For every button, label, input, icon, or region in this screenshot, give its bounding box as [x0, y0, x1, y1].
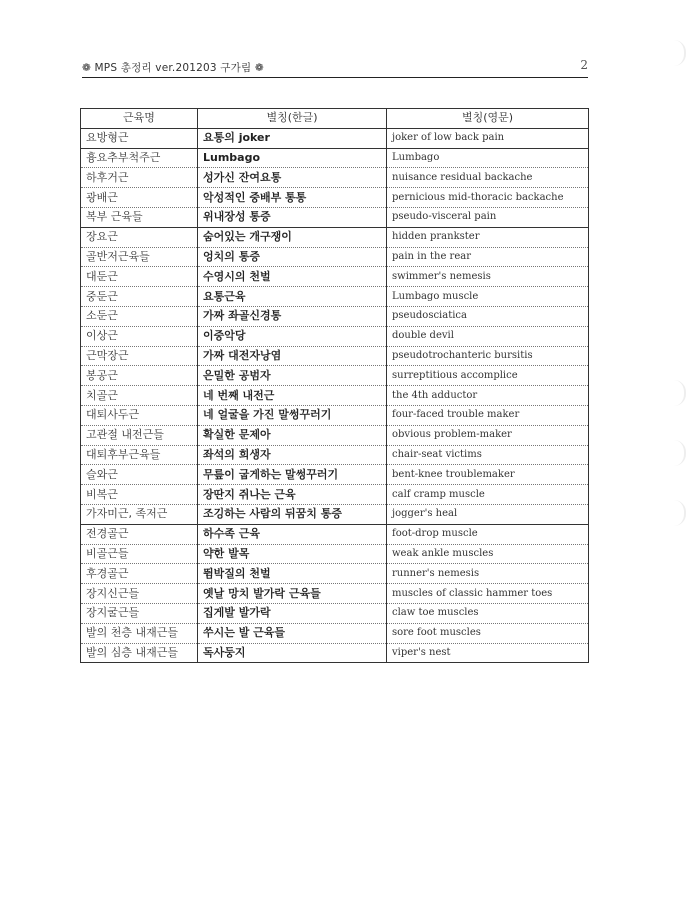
muscle-name-cell: 광배근: [81, 188, 198, 208]
page-header: [82, 58, 588, 76]
muscle-name-cell: 발의 천층 내재근들: [81, 623, 198, 643]
muscle-name-cell: 이상근: [81, 326, 198, 346]
muscle-name-cell: 슬와근: [81, 465, 198, 485]
table-body: [81, 128, 589, 663]
muscle-name-cell: 비골근들: [81, 544, 198, 564]
muscle-name-cell: 흉요추부척주근: [81, 148, 198, 168]
table-row: [81, 287, 589, 307]
scan-edge-mark: [674, 440, 686, 466]
english-nickname-cell: obvious problem-maker: [387, 425, 589, 445]
english-nickname-cell: pseudo-visceral pain: [387, 207, 589, 227]
table-row: [81, 485, 589, 505]
korean-nickname-cell: 장딴지 쥐나는 근육: [198, 485, 387, 505]
muscle-name-cell: 발의 심층 내재근들: [81, 643, 198, 663]
english-nickname-cell: sore foot muscles: [387, 623, 589, 643]
table-row: [81, 465, 589, 485]
table-row: [81, 623, 589, 643]
scan-edge-mark: [674, 40, 686, 66]
korean-nickname-cell: 독사둥지: [198, 643, 387, 663]
korean-nickname-cell: 위내장성 통증: [198, 207, 387, 227]
korean-nickname-cell: 이중악당: [198, 326, 387, 346]
korean-nickname-cell: 엉치의 통증: [198, 247, 387, 267]
muscle-name-cell: 근막장근: [81, 346, 198, 366]
korean-nickname-cell: 요통의 joker: [198, 128, 387, 148]
english-nickname-cell: foot-drop muscle: [387, 524, 589, 544]
table-row: [81, 346, 589, 366]
table-row: [81, 267, 589, 287]
document-title: ❁ MPS 총정리 ver.201203 구가림 ❁: [82, 62, 264, 74]
english-nickname-cell: claw toe muscles: [387, 603, 589, 623]
english-nickname-cell: the 4th adductor: [387, 386, 589, 406]
korean-nickname-cell: 요통근육: [198, 287, 387, 307]
table-row: [81, 504, 589, 524]
english-nickname-cell: double devil: [387, 326, 589, 346]
table-row: [81, 366, 589, 386]
muscle-name-cell: 하후거근: [81, 168, 198, 188]
muscle-name-cell: 소둔근: [81, 306, 198, 326]
english-nickname-cell: surreptitious accomplice: [387, 366, 589, 386]
korean-nickname-cell: 성가신 잔여요통: [198, 168, 387, 188]
scan-edge-mark: [674, 500, 686, 526]
table-row: [81, 425, 589, 445]
table-row: [81, 405, 589, 425]
muscle-name-cell: 중둔근: [81, 287, 198, 307]
english-nickname-cell: pseudosciatica: [387, 306, 589, 326]
muscle-name-cell: 요방형근: [81, 128, 198, 148]
column-header-muscle: 근육명: [81, 109, 198, 129]
muscle-nickname-table: [80, 108, 589, 663]
muscle-name-cell: 골반저근육들: [81, 247, 198, 267]
table-row: [81, 306, 589, 326]
table-row: [81, 148, 589, 168]
english-nickname-cell: bent-knee troublemaker: [387, 465, 589, 485]
table-row: [81, 643, 589, 663]
table-row: [81, 128, 589, 148]
korean-nickname-cell: 옛날 망치 발가락 근육들: [198, 584, 387, 604]
table-row: [81, 603, 589, 623]
table-row: [81, 227, 589, 247]
korean-nickname-cell: 쑤시는 발 근육들: [198, 623, 387, 643]
english-nickname-cell: weak ankle muscles: [387, 544, 589, 564]
english-nickname-cell: four-faced trouble maker: [387, 405, 589, 425]
table-row: [81, 207, 589, 227]
muscle-name-cell: 비복근: [81, 485, 198, 505]
english-nickname-cell: muscles of classic hammer toes: [387, 584, 589, 604]
muscle-name-cell: 전경골근: [81, 524, 198, 544]
muscle-name-cell: 고관절 내전근들: [81, 425, 198, 445]
muscle-name-cell: 치골근: [81, 386, 198, 406]
table-row: [81, 584, 589, 604]
muscle-name-cell: 대퇴후부근육들: [81, 445, 198, 465]
english-nickname-cell: swimmer's nemesis: [387, 267, 589, 287]
muscle-name-cell: 장요근: [81, 227, 198, 247]
english-nickname-cell: nuisance residual backache: [387, 168, 589, 188]
table-header-row: [81, 109, 589, 129]
korean-nickname-cell: 조깅하는 사람의 뒤꿈치 통증: [198, 504, 387, 524]
korean-nickname-cell: Lumbago: [198, 148, 387, 168]
korean-nickname-cell: 악성적인 중배부 통통: [198, 188, 387, 208]
korean-nickname-cell: 확실한 문제아: [198, 425, 387, 445]
english-nickname-cell: Lumbago: [387, 148, 589, 168]
korean-nickname-cell: 가짜 대전자낭염: [198, 346, 387, 366]
korean-nickname-cell: 무릎이 굽게하는 말썽꾸러기: [198, 465, 387, 485]
korean-nickname-cell: 은밀한 공범자: [198, 366, 387, 386]
header-rule: [82, 77, 588, 78]
english-nickname-cell: Lumbago muscle: [387, 287, 589, 307]
table-row: [81, 445, 589, 465]
table-row: [81, 326, 589, 346]
korean-nickname-cell: 좌석의 희생자: [198, 445, 387, 465]
muscle-name-cell: 봉공근: [81, 366, 198, 386]
page-number: 2: [580, 58, 588, 72]
muscle-name-cell: 후경골근: [81, 564, 198, 584]
korean-nickname-cell: 네 번째 내전근: [198, 386, 387, 406]
column-header-english: 별칭(영문): [387, 109, 589, 129]
korean-nickname-cell: 숨어있는 개구쟁이: [198, 227, 387, 247]
english-nickname-cell: runner's nemesis: [387, 564, 589, 584]
table-row: [81, 168, 589, 188]
table-row: [81, 247, 589, 267]
english-nickname-cell: chair-seat victims: [387, 445, 589, 465]
muscle-name-cell: 대퇴사두근: [81, 405, 198, 425]
english-nickname-cell: pain in the rear: [387, 247, 589, 267]
table-row: [81, 386, 589, 406]
korean-nickname-cell: 하수족 근육: [198, 524, 387, 544]
muscle-name-cell: 복부 근육들: [81, 207, 198, 227]
english-nickname-cell: pernicious mid-thoracic backache: [387, 188, 589, 208]
korean-nickname-cell: 네 얼굴을 가진 말썽꾸러기: [198, 405, 387, 425]
table-row: [81, 564, 589, 584]
english-nickname-cell: joker of low back pain: [387, 128, 589, 148]
english-nickname-cell: calf cramp muscle: [387, 485, 589, 505]
english-nickname-cell: hidden prankster: [387, 227, 589, 247]
korean-nickname-cell: 가짜 좌골신경통: [198, 306, 387, 326]
scan-edge-mark: [674, 380, 686, 406]
table-row: [81, 544, 589, 564]
muscle-name-cell: 장지신근들: [81, 584, 198, 604]
korean-nickname-cell: 뜀박질의 천벌: [198, 564, 387, 584]
english-nickname-cell: pseudotrochanteric bursitis: [387, 346, 589, 366]
muscle-name-cell: 장지굴근들: [81, 603, 198, 623]
korean-nickname-cell: 약한 발목: [198, 544, 387, 564]
korean-nickname-cell: 집게발 발가락: [198, 603, 387, 623]
table-row: [81, 524, 589, 544]
table-row: [81, 188, 589, 208]
korean-nickname-cell: 수영시의 천벌: [198, 267, 387, 287]
english-nickname-cell: viper's nest: [387, 643, 589, 663]
column-header-korean: 별칭(한글): [198, 109, 387, 129]
muscle-name-cell: 가자미근, 족저근: [81, 504, 198, 524]
english-nickname-cell: jogger's heal: [387, 504, 589, 524]
muscle-name-cell: 대둔근: [81, 267, 198, 287]
